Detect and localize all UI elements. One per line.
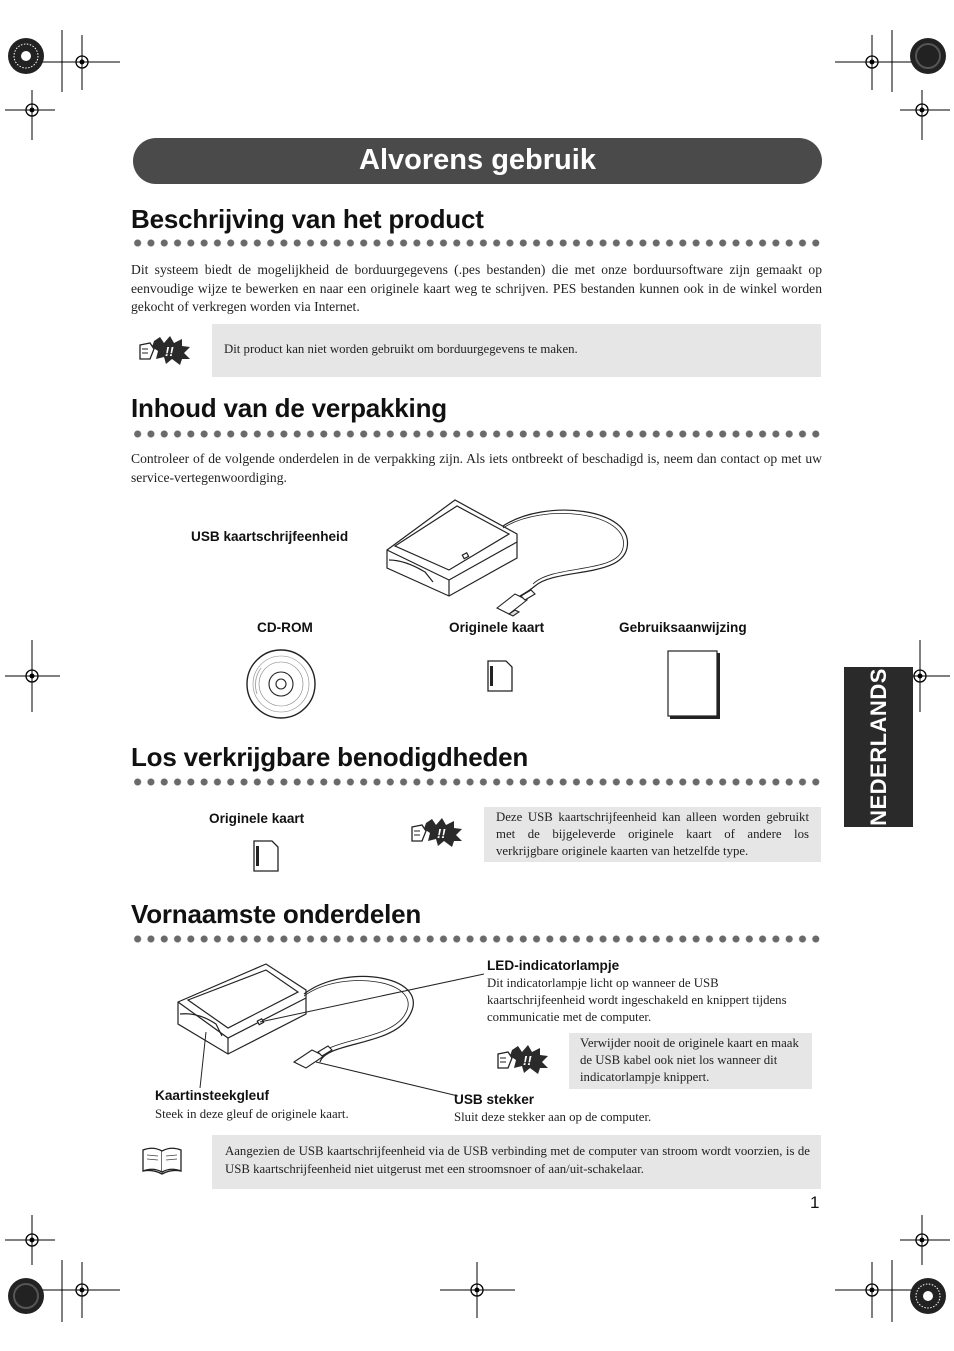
svg-text:!!: !! <box>523 1053 532 1068</box>
language-side-tab <box>844 667 913 827</box>
usb-plug-description: Sluit deze stekker aan op de computer. <box>454 1110 652 1124</box>
section-title-parts: Vornaamste onderdelen <box>131 899 422 929</box>
section-title-description: Beschrijving van het product <box>131 204 484 234</box>
label-optional-card: Originele kaart <box>209 811 305 826</box>
page-banner-title: Alvorens gebruik <box>133 138 822 184</box>
dotted-divider <box>131 429 824 439</box>
label-card-slot: Kaartinsteekgleuf <box>155 1088 270 1103</box>
note-box-description <box>212 324 821 377</box>
note-hand-icon <box>136 335 192 365</box>
memo-box <box>212 1135 821 1189</box>
svg-text:!!: !! <box>165 344 174 359</box>
note-box-led <box>569 1033 812 1089</box>
usb-writer-illustration <box>385 498 645 618</box>
svg-text:!!: !! <box>437 826 446 841</box>
language-side-tab-label: NEDERLANDS <box>866 668 891 826</box>
card-icon <box>486 659 514 693</box>
dotted-divider <box>131 238 824 248</box>
dotted-divider <box>131 777 824 787</box>
section-title-contents: Inhoud van de verpakking <box>131 393 447 423</box>
page-number: 1 <box>810 1193 820 1212</box>
label-manual: Gebruiksaanwijzing <box>619 620 747 635</box>
note-text: Verwijder nooit de originele kaart en maak de USB kabel ook niet los wanneer dit indicatorlampje knippert. <box>580 1036 799 1084</box>
note-hand-icon <box>494 1044 550 1074</box>
led-description: Dit indicatorlampje licht op wanneer de USB kaartschrijfeenheid wordt ingeschakeld en knippert tijdens communicatie met de computer. <box>487 976 787 1024</box>
label-usb-plug: USB stekker <box>454 1092 535 1107</box>
note-text: Dit product kan niet worden gebruikt om borduurgegevens te maken. <box>224 342 578 356</box>
card-slot-description: Steek in deze gleuf de originele kaart. <box>155 1107 349 1121</box>
section-title-optional: Los verkrijgbare benodigdheden <box>131 742 529 772</box>
memo-text: Aangezien de USB kaartschrijfeenheid via de USB verbinding met de computer van stroom wordt voorzien, is de USB kaartschrijfeenheid niet uitgerust met een stroomsnoer of aan/uit-schakelaar. <box>225 1144 810 1176</box>
note-hand-icon <box>408 817 464 847</box>
contents-body: Controleer of de volgende onderdelen in de verpakking zijn. Als iets ontbreekt of beschadigd is, neem dan contact op met uw service-vertegenwoordiging. <box>131 451 822 485</box>
note-box-optional <box>484 807 821 862</box>
note-text: Deze USB kaartschrijfeenheid kan alleen worden gebruikt met de bijgeleverde originele kaart of andere los verkrijgbare originele kaarten van hetzelfde type. <box>496 810 809 858</box>
label-original-card: Originele kaart <box>449 620 545 635</box>
description-body: Dit systeem biedt de mogelijkheid de borduurgegevens (.pes bestanden) die met onze borduursoftware zijn gemaakt op eenvoudige wijze te bewerken en naar een originele kaart weg te schrijven. PES bestanden kunnen ook in de winkel worden gekocht of verkregen worden via Internet. <box>131 262 822 314</box>
dotted-divider <box>131 934 824 944</box>
label-cdrom: CD-ROM <box>257 620 313 635</box>
manual-icon <box>667 650 723 722</box>
memo-book-icon <box>141 1146 185 1176</box>
cd-icon <box>245 648 317 720</box>
card-icon <box>252 839 280 873</box>
label-usb-writer: USB kaartschrijfeenheid <box>191 529 349 544</box>
label-led: LED-indicatorlampje <box>487 958 620 973</box>
